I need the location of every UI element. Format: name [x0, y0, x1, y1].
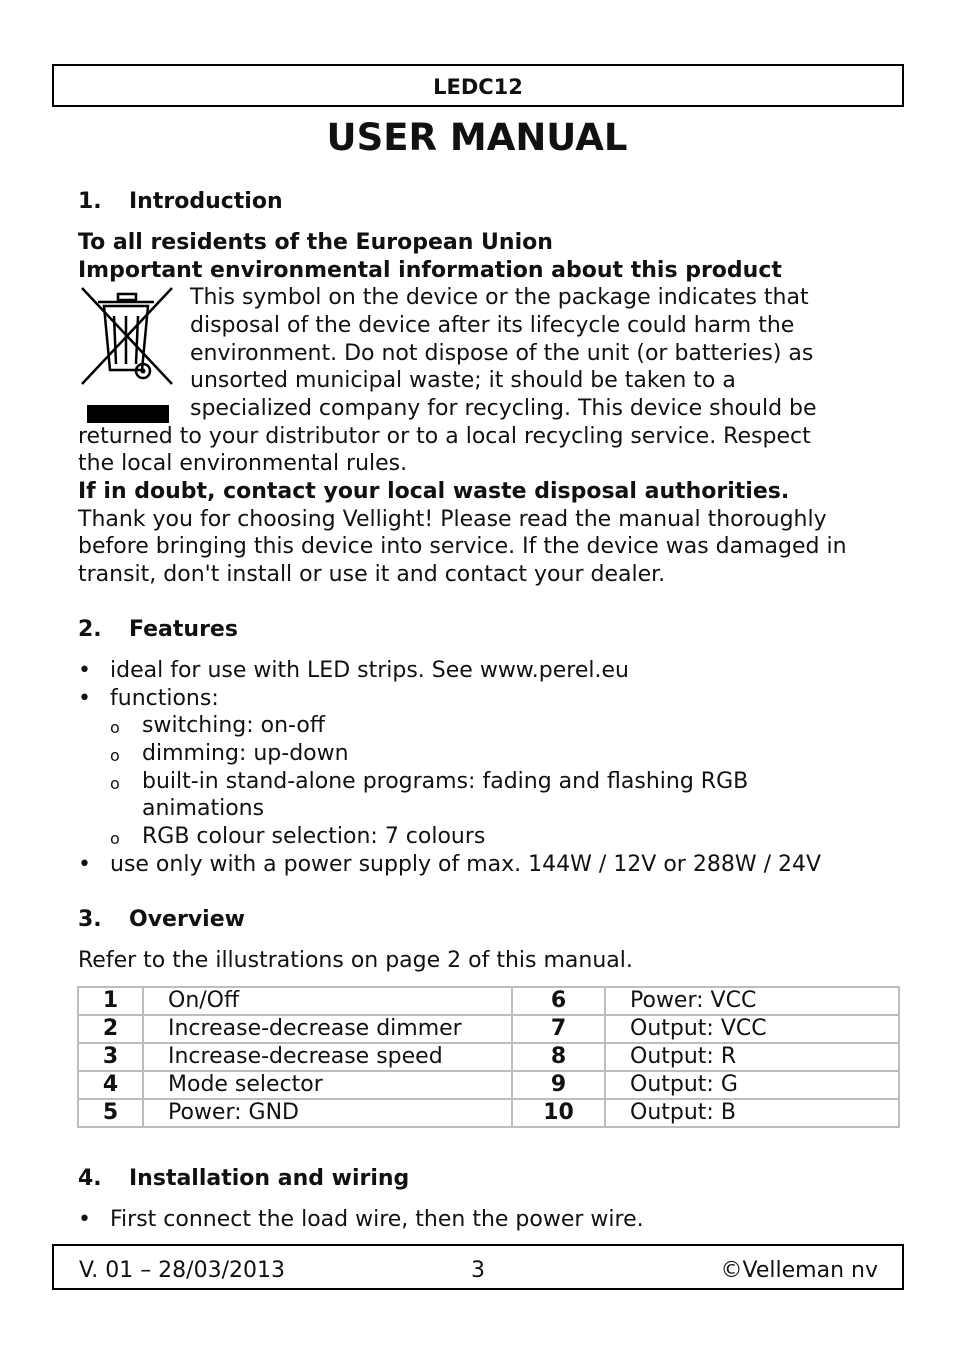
item-number: 2: [78, 1015, 143, 1043]
weee-text-1: This symbol on the device or the package indicates that: [190, 285, 809, 310]
item-number: 9: [512, 1071, 605, 1099]
page-title: USER MANUAL: [326, 116, 628, 159]
overview-table: [77, 986, 900, 1128]
section-heading-overview: 3. Overview: [78, 907, 245, 932]
header-box: [52, 64, 904, 107]
feature-led-strips: ideal for use with LED strips. See www.perel.eu: [110, 658, 629, 683]
item-label: Output: R: [605, 1043, 899, 1071]
version-date: V. 01 – 28/03/2013: [79, 1258, 285, 1283]
thanks-line-1: Thank you for choosing Vellight! Please read the manual thoroughly: [78, 507, 827, 532]
table-row: [78, 1099, 899, 1127]
item-number: 4: [78, 1071, 143, 1099]
bullet-icon: •: [78, 686, 91, 711]
item-number: 10: [512, 1099, 605, 1127]
weee-bin-icon: [80, 286, 176, 426]
item-label: Output: B: [605, 1099, 899, 1127]
eu-residents-line: To all residents of the European Union: [78, 230, 553, 255]
item-number: 8: [512, 1043, 605, 1071]
thanks-line-2: before bringing this device into service. If the device was damaged in: [78, 534, 847, 559]
function-dimming: dimming: up-down: [142, 741, 349, 766]
weee-text-6: returned to your distributor or to a local recycling service. Respect: [78, 424, 811, 449]
weee-text-3: environment. Do not dispose of the unit (or batteries) as: [190, 341, 814, 366]
item-label: Mode selector: [143, 1071, 512, 1099]
sub-bullet-icon: o: [110, 718, 120, 737]
item-number: 3: [78, 1043, 143, 1071]
item-number: 1: [78, 987, 143, 1015]
function-switching: switching: on-off: [142, 713, 326, 738]
feature-functions: functions:: [110, 686, 219, 711]
item-label: Increase-decrease speed: [143, 1043, 512, 1071]
item-number: 5: [78, 1099, 143, 1127]
weee-text-5: specialized company for recycling. This device should be: [190, 396, 817, 421]
copyright: ©Velleman nv: [720, 1258, 878, 1283]
section-heading-features: 2. Features: [78, 617, 238, 642]
table-row: [78, 1071, 899, 1099]
table-row: [78, 987, 899, 1015]
bullet-icon: •: [78, 658, 91, 683]
section-heading-introduction: 1. Introduction: [78, 189, 283, 214]
page-number: 3: [471, 1258, 485, 1283]
bullet-icon: •: [78, 852, 91, 877]
sub-bullet-icon: o: [110, 746, 120, 765]
sub-bullet-icon: o: [110, 829, 120, 848]
item-label: Power: GND: [143, 1099, 512, 1127]
item-label: On/Off: [143, 987, 512, 1015]
item-label: Power: VCC: [605, 987, 899, 1015]
footer-box: [52, 1244, 904, 1290]
bullet-icon: •: [78, 1207, 91, 1232]
table-row: [78, 1043, 899, 1071]
function-rgb-colour: RGB colour selection: 7 colours: [142, 824, 486, 849]
install-step-1: First connect the load wire, then the power wire.: [110, 1207, 644, 1232]
weee-text-7: the local environmental rules.: [78, 451, 408, 476]
weee-text-4: unsorted municipal waste; it should be taken to a: [190, 368, 736, 393]
function-programs-cont: animations: [142, 796, 265, 821]
doubt-line: If in doubt, contact your local waste disposal authorities.: [78, 479, 790, 504]
item-label: Increase-decrease dimmer: [143, 1015, 512, 1043]
env-info-line: Important environmental information about this product: [78, 258, 782, 283]
sub-bullet-icon: o: [110, 774, 120, 793]
item-label: Output: VCC: [605, 1015, 899, 1043]
section-heading-installation: 4. Installation and wiring: [78, 1166, 410, 1191]
function-programs: built-in stand-alone programs: fading and flashing RGB: [142, 769, 749, 794]
thanks-line-3: transit, don't install or use it and contact your dealer.: [78, 562, 666, 587]
table-row: [78, 1015, 899, 1043]
item-number: 7: [512, 1015, 605, 1043]
weee-text-2: disposal of the device after its lifecycle could harm the: [190, 313, 795, 338]
model-name: LEDC12: [433, 75, 523, 99]
item-label: Output: G: [605, 1071, 899, 1099]
feature-power-supply: use only with a power supply of max. 144W / 12V or 288W / 24V: [110, 852, 822, 877]
item-number: 6: [512, 987, 605, 1015]
overview-intro: Refer to the illustrations on page 2 of this manual.: [78, 948, 633, 973]
